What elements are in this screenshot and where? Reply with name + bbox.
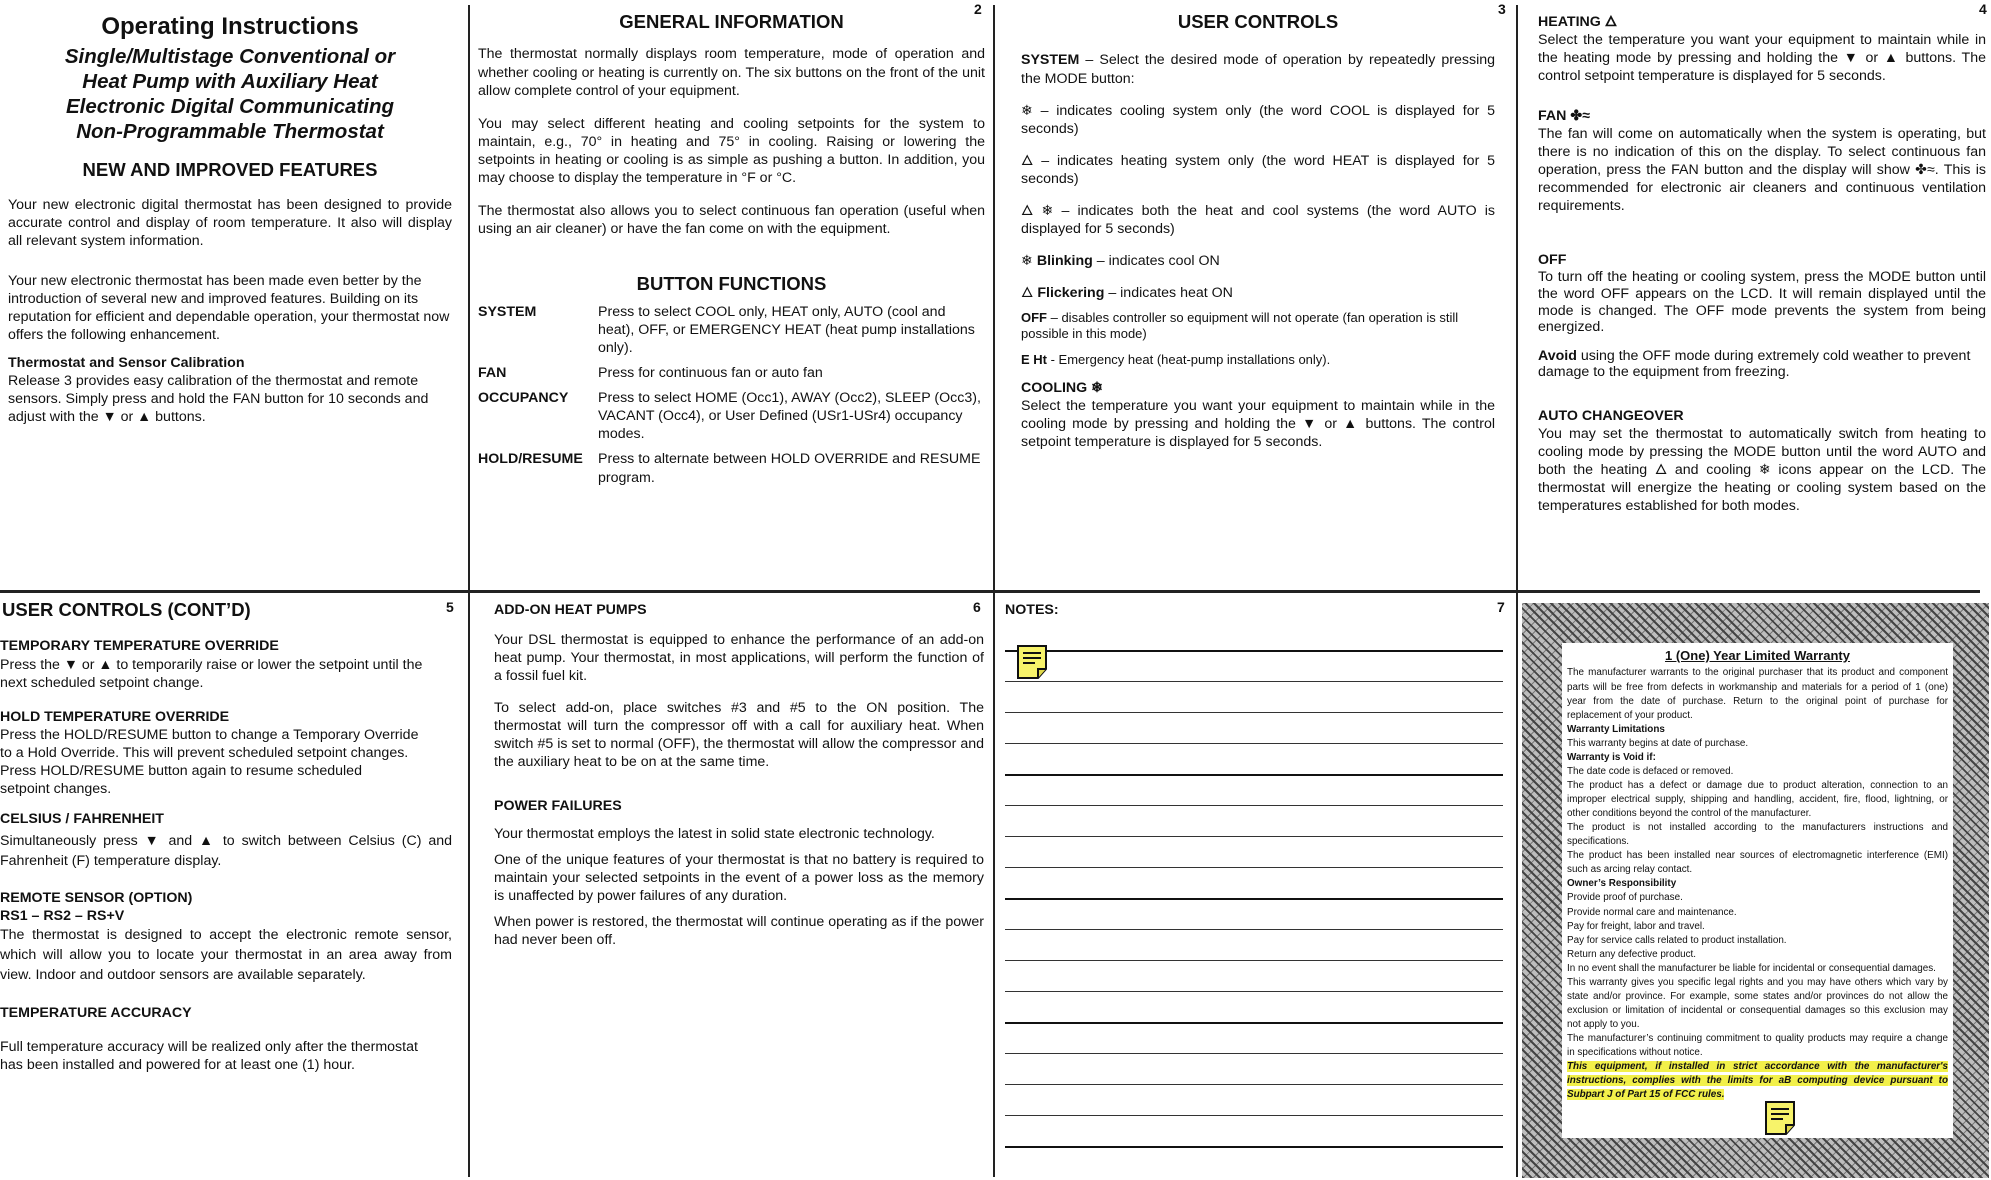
off-heading: OFF: [1538, 252, 1567, 269]
power-paragraph: When power is restored, the thermostat will continue operating as if the power had never been off.: [494, 914, 984, 949]
subtitle-line: Heat Pump with Auxiliary Heat: [82, 70, 378, 94]
subtitle-line: Electronic Digital Communicating: [65, 95, 395, 119]
notes-line: [1005, 991, 1503, 992]
notes-line: [1005, 867, 1503, 868]
warranty-closing: This warranty gives you specific legal rights and you may have others which vary by state and/or province. For example, some states and/or provinces do not allow the exclusion or limitation of incidental or consequential damages so this exclusion may not apply to you.: [1567, 976, 1948, 1031]
blinking-label: Blinking: [1036, 252, 1093, 269]
fan-icon: ✤≈: [1915, 162, 1935, 179]
fan-icon: ✤≈: [1570, 108, 1591, 125]
flame-icon: 🜂: [1604, 14, 1618, 30]
cooling-text: Select the temperature you want your equipment to maintain while in the cooling mode by pressing and holding the ▼ or ▲ buttons. The control setpoint temperature is displayed for 5 seconds.: [1021, 398, 1495, 451]
warranty-void-item: The product has been installed near sources of electromagnetic interference (EMI) such as arcing relay contact.: [1567, 850, 1948, 876]
snowflake-icon: ❄: [1091, 380, 1104, 397]
fan-text-part: The fan will come on automatically when the system is operating, but there is no indication of this on the display. To select continuous fan operation, press the FAN button and the display will show: [1538, 126, 1986, 179]
button-name: FAN: [478, 365, 507, 382]
subtitle: [8, 44, 452, 144]
notes-line: [1005, 805, 1503, 806]
warranty-void-heading: Warranty is Void if:: [1567, 751, 1656, 763]
notes-lines: [1005, 601, 1503, 1161]
page-number: 5: [446, 599, 454, 615]
user-controls-cont-panel: [0, 598, 452, 1074]
fan-label: FAN: [1538, 108, 1567, 125]
addon-panel: [494, 601, 984, 958]
hold-line: Press HOLD/RESUME button again to resume scheduled: [0, 762, 362, 779]
warranty-closing: The manufacturer’s continuing commitment to quality products may require a change in specifications without notice.: [1567, 1033, 1948, 1059]
flame-icon: 🜂: [1021, 202, 1042, 219]
temp-accuracy-heading: TEMPERATURE ACCURACY: [0, 1004, 192, 1021]
power-failures-heading: POWER FAILURES: [494, 798, 622, 815]
general-paragraph: The thermostat also allows you to select continuous fan operation (useful when using an air cleaner) or have the fan come on with the equipment.: [478, 202, 985, 237]
notes-line: [1005, 1022, 1503, 1024]
button-name: OCCUPANCY: [478, 390, 569, 407]
notes-line: [1005, 1146, 1503, 1148]
page-title: Operating Instructions: [101, 13, 359, 40]
hold-line: to a Hold Override. This will prevent scheduled setpoint changes.: [0, 744, 409, 761]
snowflake-icon: ❄: [1758, 462, 1771, 479]
sticky-note-icon[interactable]: [1765, 1101, 1795, 1135]
auto-text-part: You may set the thermostat to automatically switch from heating to cooling mode by pressing the MODE button until the word AUTO and both the heating: [1538, 426, 1986, 479]
flickering-text: – indicates heat ON: [1104, 284, 1233, 301]
intro-paragraph: Your new electronic digital thermostat has been designed to provide accurate control and display of room temperature. It also will display all relevant system information.: [8, 196, 452, 250]
notes-line: [1005, 960, 1503, 961]
notes-line: [1005, 1115, 1503, 1116]
button-description: Press for continuous fan or auto fan: [598, 365, 823, 382]
fcc-text: This equipment, if installed in strict accordance with the manufacturer's instructions, complies with the limits for a: [1567, 1061, 1948, 1087]
power-paragraph: Your thermostat employs the latest in solid state electronic technology.: [494, 826, 935, 843]
snowflake-icon: ❄: [1021, 252, 1037, 269]
flame-icon: 🜂: [1021, 284, 1038, 301]
heating-label: HEATING: [1538, 14, 1601, 30]
blinking-text: – indicates cool ON: [1092, 252, 1220, 269]
heating-heading: [1538, 13, 1986, 31]
eht-label: E Ht: [1021, 351, 1047, 367]
button-description: Press to select HOME (Occ1), AWAY (Occ2), SLEEP (Occ3), VACANT (Occ4), or User Defined (USr1-USr4) occupancy modes.: [598, 390, 981, 443]
eht-text: - Emergency heat (heat-pump installations only).: [1047, 351, 1331, 367]
flame-icon: 🜂: [1021, 152, 1042, 169]
user-controls-heading: USER CONTROLS: [1177, 11, 1339, 32]
row-divider: [0, 590, 1980, 593]
remote-sensor-text: The thermostat is designed to accept the electronic remote sensor, which will allow you to locate your thermostat in an area away from view. Indoor and outdoor sensors are available separately.: [0, 927, 452, 984]
features-heading: NEW AND IMPROVED FEATURES: [82, 159, 378, 181]
button-function-row: [478, 450, 985, 486]
auto-mode-text: – indicates both the heat and cool systems (the word AUTO is displayed for 5 seconds): [1021, 202, 1496, 237]
user-controls-panel: [1021, 10, 1495, 451]
addon-paragraph: To select add-on, place switches #3 and #5 to the ON position. The thermostat will turn the compressor off with a call for auxiliary heat. When switch #5 is set to normal (OFF), the thermostat will allow the compressor and the auxiliary heat to be on at the same time.: [494, 700, 984, 771]
calibration-text: Release 3 provides easy calibration of the thermostat and remote sensors. Simply press and hold the FAN button for 10 seconds and adjust with the ▼ or ▲ buttons.: [8, 373, 429, 426]
button-function-row: [478, 389, 985, 443]
notes-line: [1005, 929, 1503, 930]
notes-line: [1005, 836, 1503, 837]
warranty-owner-item: Provide proof of purchase.: [1567, 892, 1683, 904]
warranty-owner-item: Pay for service calls related to product installation.: [1567, 934, 1787, 946]
general-paragraph: You may select different heating and cooling setpoints for the system to maintain, e.g., 70° in heating and 75° in cooling. Raising or lowering the setpoints in heating or cooling is as simple as pushing a button. In addition, you may choose to display the temperature in °F or °C.: [478, 115, 985, 186]
heat-mode-paragraph: [1021, 152, 1495, 188]
celsius-fahrenheit-text: Simultaneously press ▼ and ▲ to switch between Celsius (C) and Fahrenheit (F) temperature display.: [0, 832, 452, 869]
cooling-label: COOLING: [1021, 380, 1088, 397]
blinking-paragraph: [1021, 252, 1495, 270]
flickering-label: Flickering: [1037, 284, 1105, 301]
page-number: 7: [1497, 599, 1505, 615]
intro-paragraph: Your new electronic thermostat has been made even better by the introduction of several new and improved features. Building on its reputation for efficient and dependable operation, your thermostat now offers the following enhancement.: [8, 273, 450, 344]
temp-override-text: Press the ▼ or ▲ to temporarily raise or lower the setpoint until the next scheduled setpoint change.: [0, 656, 423, 691]
snowflake-icon: ❄: [1021, 102, 1041, 119]
button-name: HOLD/RESUME: [478, 451, 583, 468]
off-label: OFF: [1021, 309, 1047, 325]
temp-override-heading: TEMPORARY TEMPERATURE OVERRIDE: [0, 638, 279, 655]
off-text: – disables controller so equipment will not operate (fan operation is still possible in this mode): [1021, 309, 1459, 342]
notes-line: [1005, 898, 1503, 900]
warranty-card: [1562, 643, 1953, 1138]
off-paragraph: [1021, 310, 1495, 343]
notes-line: [1005, 712, 1503, 713]
cover-panel: [8, 12, 452, 426]
notes-line: [1005, 1053, 1503, 1054]
notes-line: [1005, 774, 1503, 776]
warranty-intro: The manufacturer warrants to the original purchaser that its product and component parts will be free from defects in workmanship and materials for a period of 1 (one) year from the date of purchase. Return to the original point of purchase for replacement of your product.: [1567, 667, 1948, 721]
general-paragraph: The thermostat normally displays room temperature, mode of operation and whether cooling or heating is currently on. The six buttons on the front of the unit allow complete control of your equipment.: [478, 46, 985, 99]
heat-mode-text: – indicates heating system only (the word HEAT is displayed for 5 seconds): [1021, 152, 1495, 187]
system-text: – Select the desired mode of operation by repeatedly pressing the MODE button:: [1021, 52, 1495, 87]
flickering-paragraph: [1021, 284, 1495, 302]
warranty-void-item: The date code is defaced or removed.: [1567, 765, 1734, 777]
hold-line: setpoint changes.: [0, 780, 112, 797]
auto-text-part: and cooling: [1674, 462, 1752, 479]
button-function-row: [478, 303, 985, 357]
notes-line: [1005, 743, 1503, 744]
auto-mode-paragraph: [1021, 202, 1495, 238]
page-number: 3: [1498, 1, 1506, 17]
page-number: 4: [1979, 1, 1987, 17]
addon-paragraph: Your DSL thermostat is equipped to enhance the performance of an add-on heat pump. Your thermostat, in most applications, will perform the function of a fossil fuel kit.: [494, 632, 984, 685]
avoid-paragraph: [1538, 348, 1986, 381]
warranty-owner-heading: Owner’s Responsibility: [1567, 878, 1677, 890]
general-info-panel: [478, 10, 985, 494]
hold-heading: HOLD TEMPERATURE OVERRIDE: [0, 708, 230, 725]
fan-text: The fan will come on automatically when the system is operating, but there is no indication of this on the display. To select continuous fan operation, press the FAN button and the display will show ✤≈. This is recommended for electronic air cleaners and continuous ventilation requirements.: [1538, 126, 1986, 215]
system-paragraph: [1021, 51, 1495, 87]
button-functions-heading: BUTTON FUNCTIONS: [636, 272, 827, 294]
temp-accuracy-line: Full temperature accuracy will be realized only after the thermostat: [0, 1038, 418, 1055]
fcc-statement: [1567, 1060, 1948, 1102]
remote-sensor-models: RS1 – RS2 – RS+V: [0, 908, 125, 925]
system-label: SYSTEM: [1021, 52, 1080, 69]
warranty-title: 1 (One) Year Limited Warranty: [1665, 648, 1850, 663]
warranty-void-item: The product is not installed according to the manufacturers instructions and specifications.: [1567, 822, 1948, 848]
power-paragraph: One of the unique features of your thermostat is that no battery is required to maintain your selected setpoints in the event of a power loss as the memory is unaffected by power failures of any duration.: [494, 852, 984, 905]
hold-line: Press the HOLD/RESUME button to change a Temporary Override: [0, 726, 419, 743]
button-description: Press to select COOL only, HEAT only, AUTO (cool and heat), OFF, or EMERGENCY HEAT (heat pump installations only).: [598, 304, 975, 357]
page-number: 6: [973, 599, 981, 615]
temp-accuracy-line: has been installed and powered for at least one (1) hour.: [0, 1056, 355, 1073]
general-heading: GENERAL INFORMATION: [619, 11, 844, 32]
notes-heading: NOTES:: [1005, 602, 1059, 618]
warranty-void-item: The product has a defect or damage due to product alteration, connection to an improper electrical supply, shipping and handling, accident, fire, flood, lightning, or other conditions beyond the control of the manufacturer.: [1567, 779, 1948, 820]
subtitle-line: Single/Multistage Conventional or: [64, 45, 396, 69]
emergency-heat-paragraph: [1021, 352, 1495, 369]
subtitle-line: Non-Programmable Thermostat: [76, 120, 384, 144]
cooling-heading: [1021, 379, 1495, 397]
off-text: To turn off the heating or cooling system, press the MODE button until the word OFF appears on the LCD. It will remain displayed until the mode is changed. The OFF mode prevents the system from being energized.: [1538, 269, 1986, 336]
cool-mode-paragraph: [1021, 102, 1495, 138]
button-description: Press to alternate between HOLD OVERRIDE and RESUME program.: [598, 451, 981, 486]
auto-changeover-heading: AUTO CHANGEOVER: [1538, 408, 1684, 424]
notes-panel: [1005, 601, 1505, 1161]
sticky-note-icon[interactable]: [1017, 645, 1047, 679]
celsius-fahrenheit-heading: CELSIUS / FAHRENHEIT: [0, 810, 164, 827]
snowflake-icon: ❄: [1041, 202, 1062, 219]
addon-heading: ADD-ON HEAT PUMPS: [494, 602, 647, 618]
notes-line: [1005, 650, 1503, 652]
button-function-row: [478, 364, 985, 382]
warranty-limitations-heading: Warranty Limitations: [1567, 723, 1665, 735]
warranty-closing: In no event shall the manufacturer be liable for incidental or consequential damages.: [1567, 962, 1936, 974]
flame-icon: 🜂: [1654, 462, 1668, 479]
cool-mode-text: – indicates cooling system only (the word COOL is displayed for 5 seconds): [1021, 102, 1495, 137]
notes-line: [1005, 681, 1503, 682]
fcc-text: B computing device pursuant to Subpart J of Part 15 of FCC rules.: [1567, 1075, 1948, 1101]
calibration-heading: Thermostat and Sensor Calibration: [8, 355, 245, 372]
button-name: SYSTEM: [478, 304, 537, 321]
fan-text-part: This is recommended for electronic air cleaners and continuous ventilation requirements.: [1538, 162, 1986, 215]
page-number: 2: [974, 1, 982, 17]
avoid-label: Avoid: [1538, 347, 1577, 364]
auto-changeover-text: [1538, 425, 1986, 515]
heating-text: Select the temperature you want your equipment to maintain while in the heating mode by pressing and holding the ▼ or ▲ buttons. The control setpoint temperature is displayed for 5 seconds.: [1538, 32, 1986, 85]
remote-sensor-heading: REMOTE SENSOR (OPTION): [0, 890, 193, 907]
warranty-owner-item: Return any defective product.: [1567, 948, 1696, 960]
user-controls-cont-heading: USER CONTROLS (CONT’D): [2, 599, 251, 620]
warranty-limitations-text: This warranty begins at date of purchase.: [1567, 737, 1749, 749]
warranty-owner-item: Provide normal care and maintenance.: [1567, 906, 1737, 918]
avoid-text: using the OFF mode during extremely cold weather to prevent damage to the equipment from freezing.: [1538, 347, 1971, 381]
notes-line: [1005, 1084, 1503, 1085]
warranty-owner-item: Pay for freight, labor and travel.: [1567, 920, 1705, 932]
heating-fan-panel: [1538, 13, 1986, 524]
auto-text-part: icons appear on the LCD. The thermostat will energize the heating or cooling system based on the temperatures established for both modes.: [1538, 462, 1986, 515]
fan-heading: [1538, 107, 1986, 125]
